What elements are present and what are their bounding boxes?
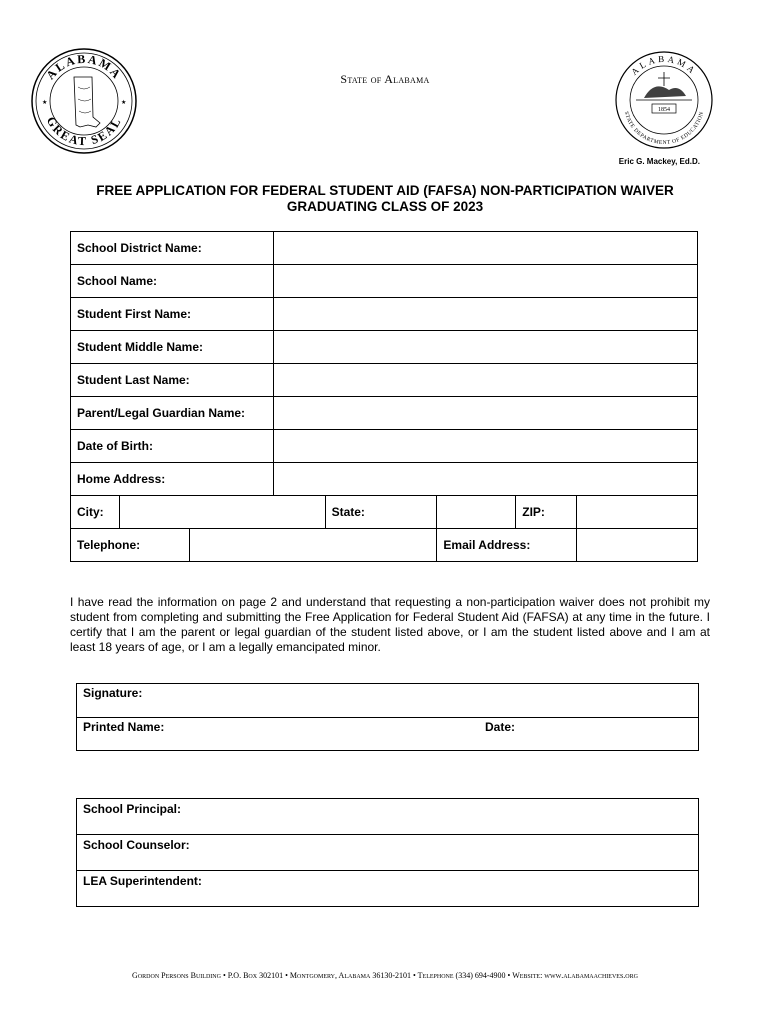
student-last-name-field[interactable] [273, 364, 697, 397]
guardian-name-label: Parent/Legal Guardian Name: [71, 397, 274, 430]
student-middle-name-field[interactable] [273, 331, 697, 364]
signature-field[interactable] [157, 684, 697, 717]
right-seal-bottom-text: STATE DEPARTMENT OF EDUCATION [622, 110, 706, 147]
lea-superintendent-field[interactable]: LEA Superintendent: [77, 871, 699, 907]
form-row [71, 232, 698, 265]
title-line-2: GRADUATING CLASS OF 2023 [286, 199, 484, 214]
footer-address: Gordon Persons Building • P.O. Box 302101 • Montgomery, Alabama 36130-2101 • Telephone (334) 694-4900 • Website: www.alabamaachieves.org [132, 971, 638, 980]
school-name-field[interactable] [273, 265, 697, 298]
form-row [71, 265, 698, 298]
right-seal-top-text: ALABAMA [629, 53, 699, 77]
alabama-great-seal [30, 47, 138, 155]
printed-name-field[interactable] [177, 718, 477, 750]
form-row [77, 871, 699, 907]
city-label: City: [71, 496, 120, 529]
svg-text:★: ★ [121, 100, 127, 106]
title-line-1: FREE APPLICATION FOR FEDERAL STUDENT AID (FAFSA) NON-PARTICIPATION WAIVER [96, 183, 674, 198]
form-row [71, 463, 698, 496]
form-row [71, 364, 698, 397]
left-seal-bottom-text: GREAT SEAL [43, 114, 125, 149]
guardian-name-field[interactable] [273, 397, 697, 430]
form-row [77, 799, 699, 835]
right-seal-year: 1854 [658, 107, 670, 113]
state-label: State: [325, 496, 437, 529]
form-row [71, 298, 698, 331]
left-seal-top-text: ALABAMA [43, 51, 125, 83]
school-principal-field[interactable]: School Principal: [77, 799, 699, 835]
form-row [71, 397, 698, 430]
superintendent-name: Eric G. Mackey, Ed.D. [618, 157, 700, 166]
student-info-form [70, 231, 698, 562]
student-first-name-field[interactable] [273, 298, 697, 331]
student-first-name-label: Student First Name: [71, 298, 274, 331]
form-row [71, 496, 698, 529]
school-name-label: School Name: [71, 265, 274, 298]
school-counselor-field[interactable]: School Counselor: [77, 835, 699, 871]
signature-label: Signature: [83, 686, 143, 700]
school-district-label: School District Name: [71, 232, 274, 265]
state-department-of-education-seal [614, 50, 714, 150]
printed-name-label: Printed Name: [83, 720, 165, 734]
zip-label: ZIP: [516, 496, 577, 529]
state-field[interactable] [437, 496, 516, 529]
date-field[interactable] [527, 718, 697, 750]
document-title [0, 183, 770, 215]
form-row [71, 331, 698, 364]
zip-field[interactable] [577, 496, 698, 529]
certification-statement: I have read the information on page 2 and understand that requesting a non-participation waiver does not prohibit my student from completing and submitting the Free Application for Federal Student Aid (FAFSA) at any time in the future. I certify that I am the parent or legal guardian of the student listed above, or I am the student listed above and I am at least 18 years of age, or I am a legally emancipated minor. [70, 595, 710, 654]
email-label: Email Address: [437, 529, 577, 562]
home-address-field[interactable] [273, 463, 697, 496]
telephone-field[interactable] [189, 529, 437, 562]
form-row [71, 529, 698, 562]
telephone-label: Telephone: [71, 529, 190, 562]
form-row [71, 430, 698, 463]
form-row [77, 835, 699, 871]
svg-text:★: ★ [42, 100, 48, 106]
home-address-label: Home Address: [71, 463, 274, 496]
school-district-field[interactable] [273, 232, 697, 265]
date-of-birth-label: Date of Birth: [71, 430, 274, 463]
date-of-birth-field[interactable] [273, 430, 697, 463]
svg-text:STATE DEPARTMENT OF EDUCATION [623, 111, 705, 146]
city-field[interactable] [119, 496, 325, 529]
email-field[interactable] [577, 529, 698, 562]
school-officials-form [76, 798, 699, 907]
student-last-name-label: Student Last Name: [71, 364, 274, 397]
signature-box [76, 683, 699, 751]
svg-text:GREAT SEAL [44, 114, 125, 148]
student-middle-name-label: Student Middle Name: [71, 331, 274, 364]
state-title: State of Alabama [340, 72, 430, 86]
date-label: Date: [485, 720, 516, 734]
